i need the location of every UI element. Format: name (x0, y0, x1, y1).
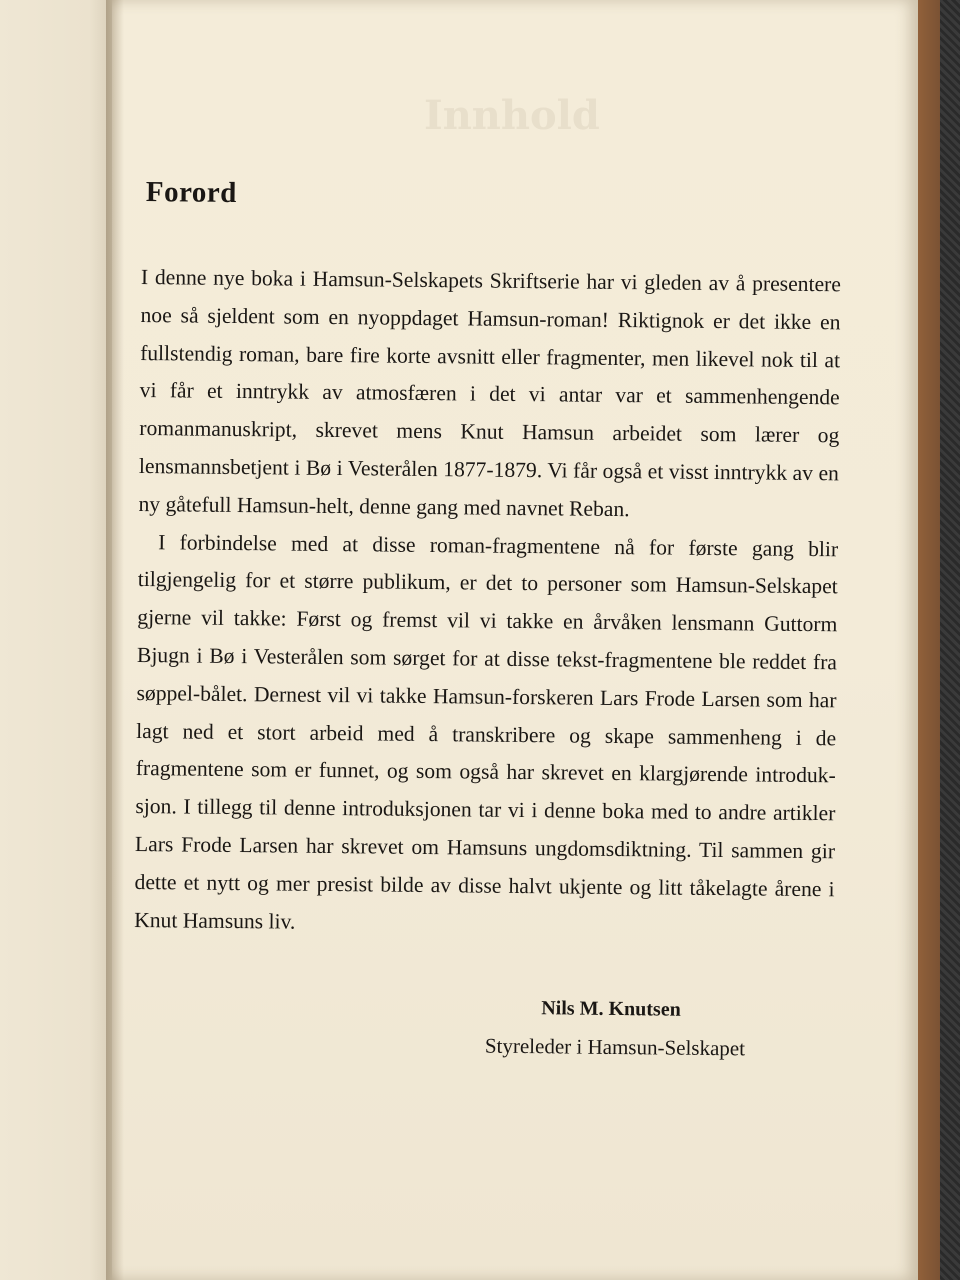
signature-role: Styreleder i Hamsun-Selskapet (484, 1033, 746, 1061)
signature-name: Nils M. Knutsen (541, 997, 681, 1022)
signature-block (133, 985, 834, 1068)
left-facing-page (0, 0, 112, 1280)
show-through-heading: Innhold (424, 92, 600, 139)
paragraph-1: I denne nye boka i Hamsun-Selskapets Skriftserie har vi gleden av å presentere noe så sjeldent som en nyoppdaget Hamsun-roman! Riktignok er det ikke en fullstendig roman, bare fire korte avsnitt eller fragmenter, men likevel nok til at vi får et inntrykk av atmosfæren i det vi antar var et sammenhengende romanmanuskript, skrevet mens Knut Hamsun arbeidet som lærer og lensmannsbetjent i Bø i Vesterålen 1877-1879. Vi får også et visst inntrykk av en ny gåtefull Hamsun-helt, denne gang med navnet Reban. (138, 264, 842, 521)
book-page (112, 0, 918, 1280)
page-gutter (106, 0, 124, 1280)
page-content (133, 176, 842, 1069)
paragraph-2: I forbindelse med at disse roman-fragmentene nå for første gang blir tilgjengelig for et større publikum, er det to personer som Hamsun-Selskapet gjerne vil takke: Først og fremst vil vi takke en årvåken lensmann Guttorm Bjugn i Bø i Vesterålen som sørget for at disse tekst-fragmentene ble reddet fra søppel-bålet. Dernest vil vi takke Hamsun-forskeren Lars Frode Larsen som har lagt ned et stort arbeid med å transkribere og skape sammenheng i de fragmentene som er funnet, og som også har skrevet en klargjørende introduksjon. I tillegg til denne introduksjonen tar vi i denne boka med to andre artikler Lars Frode Larsen har skrevet om Hamsuns ungdomsdiktning. Til sammen gir dette et nytt og mer presist bilde av disse halvt ukjente og litt tåkelagte årene i Knut Hamsuns liv. (134, 529, 839, 934)
page-title: Forord (145, 176, 238, 209)
